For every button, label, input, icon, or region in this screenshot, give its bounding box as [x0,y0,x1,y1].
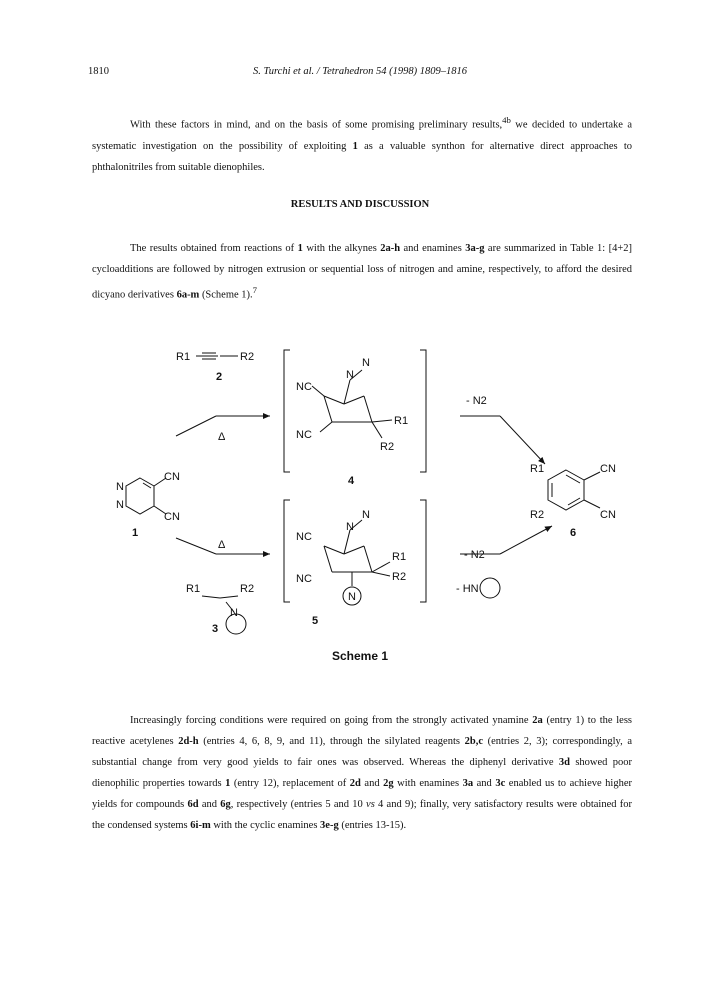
reaction-scheme [0,340,720,670]
label-r1-3: R1 [186,583,201,595]
label-r2-3: R2 [240,583,255,595]
label-n-3: N [230,607,238,619]
reference-4b: 4b [502,115,511,125]
label-r1-4: R1 [394,415,409,427]
compound-3-label: 3 [212,623,219,635]
delta-bottom: Δ [218,539,226,551]
label-n-1b: N [116,499,124,511]
page-number: 1810 [88,66,109,77]
label-nc-5a: NC [296,531,312,543]
label-cn-1b: CN [164,511,180,523]
delta-top: Δ [218,431,226,443]
loss-amine: - HN [456,583,479,595]
paragraph-results: The results obtained from reactions of 1 with the alkynes 2a-h and enamines 3a-g are summarized in Table 1: [4+2] cycloadditions are followed by nitrogen extrusion or sequential loss of nitrogen and amine, respectively, to afford the desired dicyano derivatives 6a-m (Scheme 1).$^7$ [92,243,633,301]
label-n-4b: N [346,369,354,381]
label-n-4a: N [362,357,370,369]
compound-6-label: 6 [570,527,577,539]
label-r1-alkyne: R1 [176,351,191,363]
reference-7: 7 [252,285,258,295]
label-n-1a: N [116,481,124,493]
label-n-5c: N [348,591,356,603]
label-r2-alkyne: R2 [240,351,255,363]
label-r2-4: R2 [380,441,395,453]
label-r2-6: R2 [530,509,545,521]
label-nc-4b: NC [296,429,312,441]
paragraph-discussion: Increasingly forcing conditions were required on going from the strongly activated ynamine 2a (entry 1) to the less reactive acetylenes 2d-h (entries 4, 6, 8, 9, and 11), through the silylated reagents 2b,c (entries 2, 3); correspondingly, a substantial change from very good yields to fair ones was observed. Whereas the diphenyl derivative 3d showed poor dienophilic properties towards 1 (entry 12), replacement of 2d and 2g with enamines 3a and 3c enabled us to achieve higher yields for compounds 6d and 6g, respectively (entries 5 and 10 vs 4 and 9); finally, very satisfactory results were obtained for the condensed systems 6i-m with the cyclic enamines 3e-g (entries 13-15). [92,715,633,831]
label-r1-6: R1 [530,463,545,475]
label-n-5b: N [346,521,354,533]
label-cn-1a: CN [164,471,180,483]
label-nc-4a: NC [296,381,312,393]
label-r2-5: R2 [392,571,407,583]
compound-1-label: 1 [132,527,139,539]
label-n-5a: N [362,509,370,521]
label-nc-5b: NC [296,573,312,585]
scheme-caption: Scheme 1 [331,649,389,663]
label-cn-6b: CN [600,509,616,521]
paragraph-intro: With these factors in mind, and on the basis of some promising preliminary results,$^{4b}$ we decided to undertake a systematic investigation on the possibility of exploiting 1 as a valuable synthon for alternative direct approaches to phthalonitriles from suitable dienophiles. [92,115,632,173]
loss-n2-bottom: - N2 [464,549,485,561]
running-head: S. Turchi et al. / Tetrahedron 54 (1998) 1809–1816 [252,66,468,77]
compound-2-label: 2 [216,371,223,383]
section-title: RESULTS AND DISCUSSION [290,199,430,210]
compound-5-label: 5 [312,615,319,627]
label-cn-6a: CN [600,463,616,475]
compound-4-label: 4 [348,475,355,487]
loss-n2-top: - N2 [466,395,487,407]
label-r1-5: R1 [392,551,407,563]
